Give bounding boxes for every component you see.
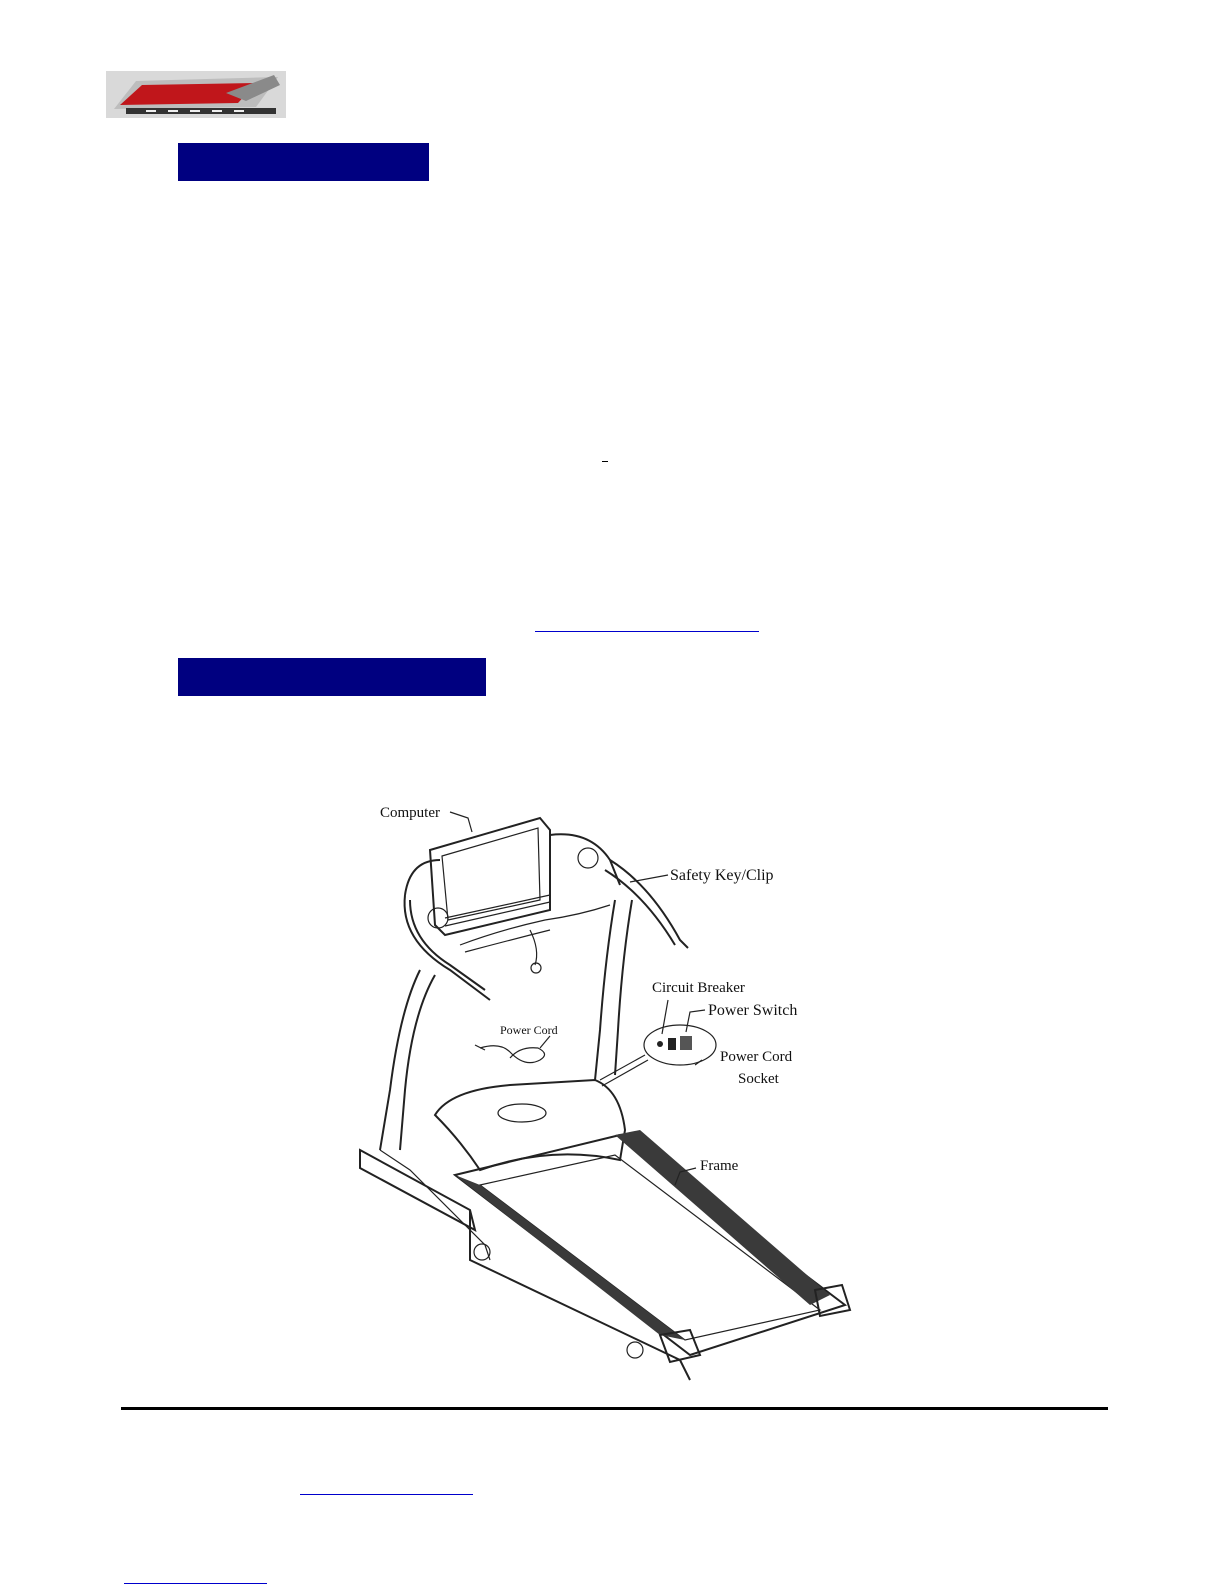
computer-console — [405, 818, 688, 1000]
label-power-cord: Power Cord — [500, 1023, 558, 1037]
footer-link-underline[interactable] — [300, 1494, 473, 1495]
text-mark — [602, 461, 608, 462]
section-header-bar — [178, 143, 429, 181]
label-circuit-breaker: Circuit Breaker — [652, 980, 745, 996]
brand-logo — [106, 71, 286, 118]
hyperlink-underline[interactable] — [535, 631, 759, 632]
footer-link-underline-2[interactable] — [124, 1583, 267, 1584]
treadmill-diagram — [350, 790, 870, 1390]
label-computer: Computer — [380, 805, 440, 821]
power-cord-drawing — [480, 1046, 545, 1063]
label-frame: Frame — [700, 1158, 739, 1174]
right-side-rail — [615, 1130, 830, 1305]
left-upright — [380, 970, 420, 1150]
label-power-switch: Power Switch — [708, 1002, 798, 1019]
section-header-bar-2 — [178, 658, 486, 696]
label-power-cord-socket-line1: Power Cord — [720, 1049, 793, 1065]
right-upright — [595, 900, 615, 1080]
footer-divider — [121, 1407, 1108, 1410]
label-power-cord-socket-line2: Socket — [738, 1071, 779, 1087]
label-safety-key: Safety Key/Clip — [670, 867, 774, 884]
